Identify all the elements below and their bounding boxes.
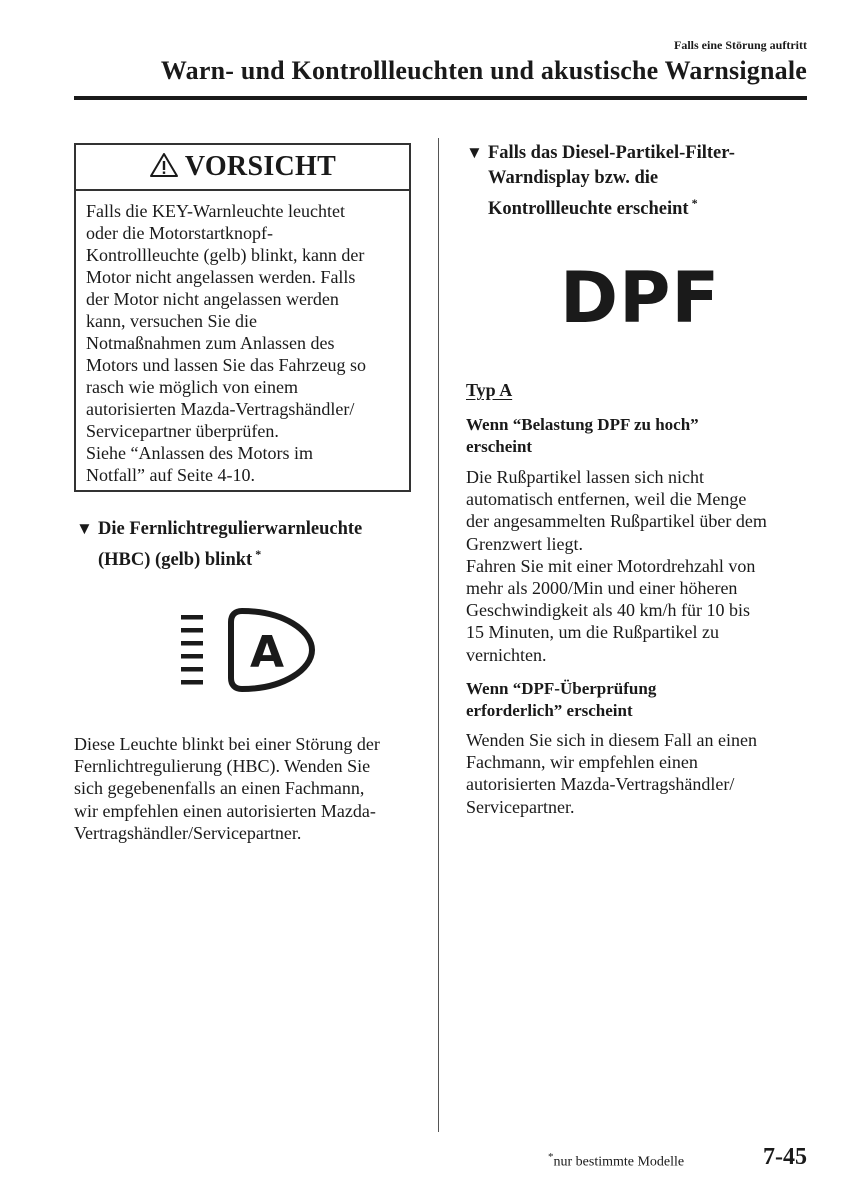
footnote-asterisk: * [691,196,698,210]
subheading-line: Wenn “DPF-Überprüfung [466,679,657,698]
page-number: 7-45 [763,1144,807,1170]
hbc-paragraph [74,733,430,844]
page-title: Warn- und Kontrollleuchten und akustische Warnsignale [160,56,807,85]
hbc-paragraph-line: Fernlichtregulierung (HBC). Wenden Sie [74,756,371,777]
hbc-icon-letter: A [249,627,285,678]
caution-line: Falls die KEY-Warnleuchte leuchtet [86,201,345,221]
paragraph-line: Geschwindigkeit als 40 km/h für 10 bis [466,600,750,621]
caution-line: autorisierten Mazda-Vertragshändler/ [86,399,355,419]
caution-header [76,145,409,191]
footnote-text: nur bestimmte Modelle [553,1154,685,1170]
paragraph-line: Grenzwert liegt. [466,533,583,554]
paragraph-line: Fahren Sie mit einer Motordrehzahl von [466,555,756,576]
dpf-heading-line: Falls das Diesel-Partikel-Filter- [488,143,735,163]
caution-line: Servicepartner überprüfen. [86,421,279,441]
dpf-paragraph-2 [466,729,816,818]
caution-text [76,191,409,486]
footnote-asterisk: * [548,1151,554,1163]
paragraph-line: der angesammelten Rußpartikel über dem [466,511,767,532]
dpf-paragraph-1 [466,466,816,666]
caution-line: oder die Motorstartknopf- [86,223,273,243]
caution-line: Kontrollleuchte (gelb) blinkt, kann der [86,245,365,265]
warning-triangle-icon [149,152,179,183]
paragraph-line: Fachmann, wir empfehlen einen [466,752,698,773]
paragraph-line: 15 Minuten, um die Rußpartikel zu [466,622,719,643]
column-divider [438,138,439,1132]
title-rule [74,96,807,100]
caution-line: Notfall” auf Seite 4-10. [86,465,255,485]
dpf-display-text: DPF [560,257,721,339]
type-label: Typ A [466,380,513,400]
dpf-subheading-1 [466,414,796,458]
paragraph-line: Die Rußpartikel lassen sich nicht [466,467,704,487]
caution-line: der Motor nicht angelassen werden [86,289,339,309]
hbc-heading [76,516,426,573]
paragraph-line: vernichten. [466,644,547,665]
caution-title: VORSICHT [184,151,337,182]
caution-box [74,143,411,492]
paragraph-line: mehr als 2000/Min und einer höheren [466,578,738,599]
caution-line: Motor nicht angelassen werden. Falls [86,267,356,287]
hbc-paragraph-line: Vertragshändler/Servicepartner. [74,822,302,843]
subheading-line: erforderlich” erscheint [466,701,633,720]
paragraph-line: autorisierten Mazda-Vertragshändler/ [466,774,735,795]
paragraph-line: Servicepartner. [466,796,575,817]
paragraph-line: automatisch entfernen, weil die Menge [466,489,747,510]
hbc-paragraph-line: Diese Leuchte blinkt bei einer Störung der [74,734,380,754]
hbc-paragraph-line: sich gegebenenfalls an einen Fachmann, [74,778,365,799]
hbc-heading-line: Die Fernlichtregulierwarnleuchte [98,519,363,539]
triangle-marker-icon: ▼ [466,143,483,162]
footnote-asterisk: * [255,547,262,561]
section-label: Falls eine Störung auftritt [674,38,807,52]
hbc-paragraph-line: wir empfehlen einen autorisierten Mazda- [74,800,376,821]
high-beam-control-icon [178,605,318,700]
caution-line: Motors und lassen Sie das Fahrzeug so [86,355,366,375]
footnote [548,1151,684,1171]
hbc-heading-line: (HBC) (gelb) blinkt [98,550,253,571]
paragraph-line: Wenden Sie sich in diesem Fall an einen [466,730,757,750]
dpf-heading-line: Kontrollleuchte erscheint [488,199,689,220]
caution-line: Notmaßnahmen zum Anlassen des [86,333,335,353]
subheading-line: Wenn “Belastung DPF zu hoch” [466,415,699,434]
caution-line: kann, versuchen Sie die [86,311,257,331]
dpf-heading [466,140,806,222]
subheading-line: erscheint [466,437,533,456]
dpf-heading-line: Warndisplay bzw. die [488,168,659,188]
triangle-marker-icon: ▼ [76,519,93,538]
caution-line: Siehe “Anlassen des Motors im [86,443,313,463]
dpf-subheading-2 [466,678,796,722]
caution-line: rasch wie möglich von einem [86,377,298,397]
